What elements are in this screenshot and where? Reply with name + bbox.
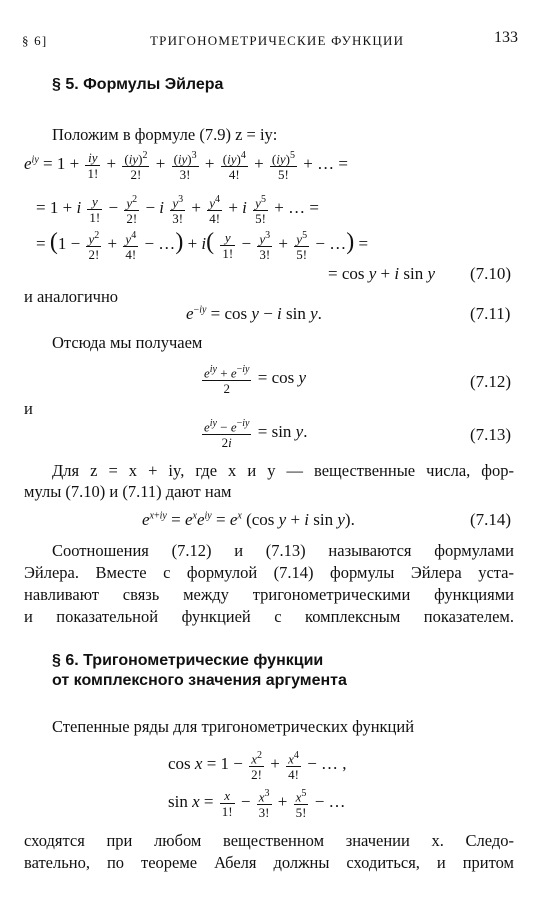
section-6-para-line-1: сходятся при любом вещественном значении x. Следо- <box>24 831 514 850</box>
eq-7-12: $\frac{e^{iy} + e^{-iy}}{2}$ = cos y <box>204 364 307 397</box>
hence-text: Отсюда мы получаем <box>52 333 203 352</box>
para-2-line-4: и показательной функцией с комплексным показателем. <box>24 607 514 626</box>
eq-7-10: = cos y + i sin y <box>328 264 436 283</box>
euler-series-line-3: = (1 − $\frac{y^2}{2!}$ + $\frac{y^4}{4!}$ − …) + i( $\frac{y}{1!}$ − $\frac{y^3}{3!}$ + $\frac{y^5}{5!}$ − …) = <box>36 229 369 263</box>
and-similarly-text: и аналогично <box>24 287 119 306</box>
euler-series-line-2: = 1 + i $\frac{y}{1!}$ − $\frac{y^2}{2!}$ − i $\frac{y^3}{3!}$ + $\frac{y^4}{4!}$ + i $\frac{y^5}{5!}$ + … = <box>36 193 319 227</box>
page-number: 133 <box>494 29 518 46</box>
section-6-para-line-2: вательно, по теореме Абеля должны сходиться, и притом <box>24 853 514 872</box>
conjunction-and: и <box>24 399 33 418</box>
section-5-title: § 5. Формулы Эйлера <box>52 76 224 93</box>
section-6-title-line-2: от комплексного значения аргумента <box>52 672 347 689</box>
section-6-intro: Степенные ряды для тригонометрических функций <box>52 717 415 736</box>
eq-7-12-number: (7.12) <box>470 372 512 391</box>
para-2-line-3: навливают связь между тригонометрическими функциями <box>24 585 514 604</box>
eq-7-11: $e^{-iy} = \cos y - i$ sin y. <box>186 304 322 323</box>
section-6-title-line-1: § 6. Тригонометрические функции <box>52 652 324 669</box>
sin-series: sin x = $\frac{x}{1!}$ − $\frac{x^3}{3!}$ + $\frac{x^5}{5!}$ − … <box>168 787 346 821</box>
header-title: ТРИГОНОМЕТРИЧЕСКИЕ ФУНКЦИИ <box>150 33 405 48</box>
para-2-line-2: Эйлера. Вместе с формулой (7.14) формулы Эйлера уста- <box>24 563 514 582</box>
eq-7-11-number: (7.11) <box>470 304 511 323</box>
para-1-line-1: Для z = x + iy, где x и y — вещественные числа, фор- <box>52 461 514 480</box>
para-2-line-1: Соотношения (7.12) и (7.13) называются формулами <box>52 541 514 560</box>
para-1-line-2: мулы (7.10) и (7.11) дают нам <box>24 482 232 501</box>
section-5-intro: Положим в формуле (7.9) z = iy: <box>52 125 278 144</box>
header-section-ref: § 6] <box>22 33 48 48</box>
cos-series: cos x = 1 − $\frac{x^2}{2!}$ + $\frac{x^4}{4!}$ − … , <box>168 750 347 783</box>
eq-7-14-number: (7.14) <box>470 510 512 529</box>
eq-7-13: $\frac{e^{iy} - e^{-iy}}{2i}$ = sin y. <box>204 418 308 451</box>
eq-7-13-number: (7.13) <box>470 425 512 444</box>
euler-series-line-1: $e^{iy} = 1$ + $\frac{iy}{1!}$ + $\frac{(iy)^2}{2!}$ + $\frac{(iy)^3}{3!}$ + $\frac{(iy)^4}{4!}$ + $\frac{(iy)^5}{5!}$ + … = <box>24 149 348 183</box>
eq-7-10-number: (7.10) <box>470 264 512 283</box>
eq-7-14: $e^{x+iy} = e^xe^{iy} = e^x$ (cos y + i sin y). <box>142 510 355 529</box>
